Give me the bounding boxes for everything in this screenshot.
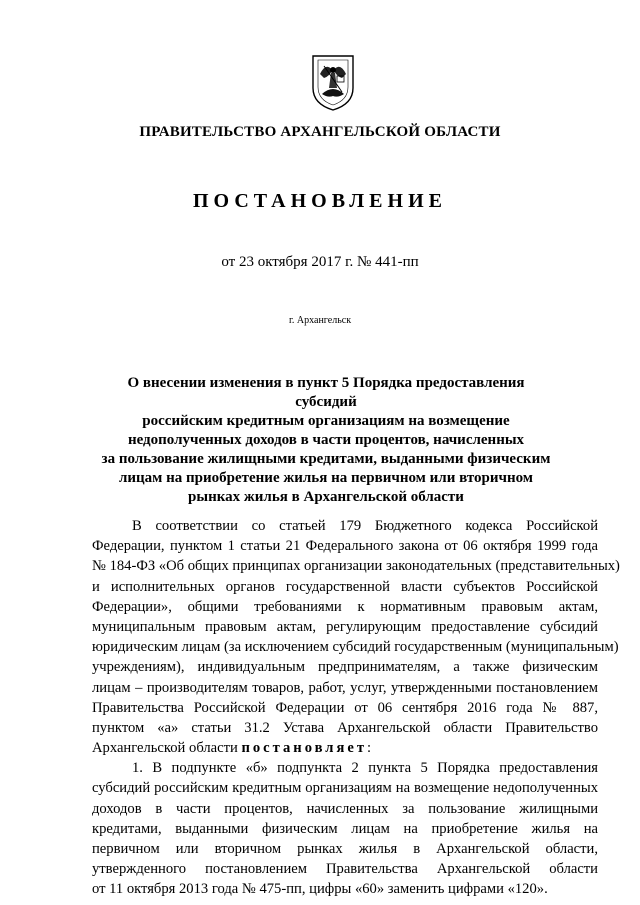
subject-line: О внесении изменения в пункт 5 Порядка предоставления субсидий xyxy=(127,375,525,410)
resolution-suffix: : xyxy=(367,740,372,757)
body-line: субсидий российским кредитным организациям на возмещение недополученных xyxy=(92,780,598,797)
resolution-keyword: постановляет xyxy=(241,740,368,757)
body-line: кредитами, выданными физическим лицам на приобретение жилья на xyxy=(92,820,598,837)
subject-line: рынках жилья в Архангельской области xyxy=(188,489,464,505)
document-date-number: от 23 октября 2017 г. № 441-пп xyxy=(221,254,419,270)
body-line: юридическим лицам (за исключением субсидий государственным (муниципальным) xyxy=(92,639,619,656)
government-title: ПРАВИТЕЛЬСТВО АРХАНГЕЛЬСКОЙ ОБЛАСТИ xyxy=(139,124,501,140)
body-line: Федерации», общими требованиями к нормативным правовым актам, xyxy=(92,598,598,615)
body-line: утвержденного постановлением Правительства Архангельской области xyxy=(92,861,598,878)
document-city: г. Архангельск xyxy=(288,315,352,326)
body-line: В соответствии со статьей 179 Бюджетного кодекса Российской xyxy=(132,518,598,534)
body-line: учреждениям), индивидуальным предпринимателям, а также физическим xyxy=(92,659,598,676)
body-line: 1. В подпункте «б» подпункта 2 пункта 5 Порядка предоставления xyxy=(132,760,598,777)
document-subject xyxy=(96,374,556,507)
document-type-title: ПОСТАНОВЛЕНИЕ xyxy=(193,190,447,212)
body-line: пунктом «а» статьи 31.2 Устава Архангельской области Правительство xyxy=(92,719,598,736)
subject-line: недополученных доходов в части процентов, начисленных xyxy=(127,432,525,448)
coat-of-arms-archangel-icon xyxy=(310,54,356,112)
subject-line: российским кредитным организациям на возмещение xyxy=(142,413,510,429)
body-line-resolution xyxy=(92,738,598,758)
body-line: от 11 октября 2013 года № 475-пп, цифры «60» заменить цифрами «120». xyxy=(92,881,548,898)
document-body xyxy=(92,516,620,900)
body-line: Федерации, пунктом 1 статьи 21 Федерального закона от 06 октября 1999 года xyxy=(92,538,598,555)
body-line: и исполнительных органов государственной власти субъектов Российской xyxy=(92,578,598,595)
subject-line: за пользование жилищными кредитами, выданными физическим xyxy=(101,451,551,467)
body-line: доходов в части процентов, начисленных за пользование жилищными xyxy=(92,800,598,817)
body-line: лицам – производителям товаров, работ, услуг, утвержденными постановлением xyxy=(92,679,598,696)
resolution-prefix: Архангельской области xyxy=(92,740,242,757)
body-line: первичном или вторичном рынках жилья в Архангельской области, xyxy=(92,841,598,857)
body-line: муниципальным правовым актам, регулирующим предоставление субсидий xyxy=(92,618,598,635)
body-line: № 184-ФЗ «Об общих принципах организации законодательных (представительных) xyxy=(92,558,620,575)
subject-line: лицам на приобретение жилья на первичном или вторичном xyxy=(118,470,534,486)
body-line: Правительства Российской Федерации от 06 сентября 2016 года № 887, xyxy=(92,699,598,716)
